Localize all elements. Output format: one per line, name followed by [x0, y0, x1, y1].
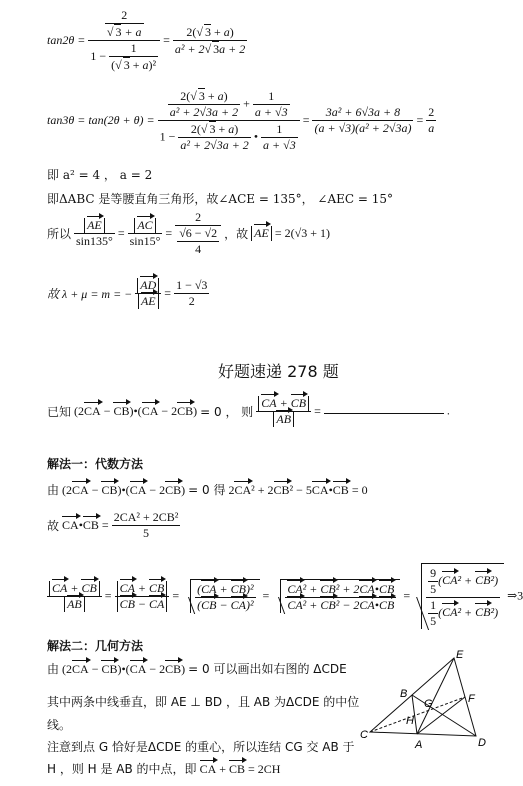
label-a: A — [415, 739, 423, 751]
tan2-equation: tan2θ = $\frac{2}{√ 3 + a}$ 1 − $\frac{1}{\text{(√ 3 + a)²}}$ = $\frac{2(√ 3 + a)}{\text{a² + 2√ 3a + 2}}$ — [47, 8, 246, 72]
label-g: G — [424, 698, 433, 710]
answer-blank[interactable] — [324, 413, 444, 414]
result-a-line: 即 a² = 4 ， a = 2 — [47, 168, 153, 182]
segment-cf — [370, 697, 465, 732]
method1-line1: 由 (2CA − CB)•(CA − 2CB) = 0 得 2CA² + 2CB² − 5CA•CB = 0 — [47, 483, 368, 497]
tan3-equation: tan3θ = tan(2θ + θ) = $\frac{2(√ 3 + a)}{\text{a² + 2√3a + 2}}$ + $\frac{1}{a + √3}$ 1 − $\frac{2(√ 3 + a)}{\text{a² + 2√3a + 2}}$ • $\frac{1}{a + √3}$ = $\frac{\text{3a² + 6√3a + 8}}{\text{(a + √3)(a² + 2√3a)}}$ = $\frac{2}{a}$ — [47, 88, 435, 152]
label-d: D — [478, 737, 486, 749]
triangle-line: 即ΔABC 是等腰直角三角形，故∠ACE = 135°， ∠AEC = 15° — [47, 192, 394, 206]
triangle-cde — [370, 658, 476, 736]
method2-line4: 注意到点 G 恰好是ΔCDE 的重心，所以连结 CG 交 AB 于 — [47, 740, 355, 754]
tan3-simplified: $\frac{\text{3a² + 6√3a + 8}}{\text{(a + √3)(a² + 2√3a)}}$ — [314, 105, 412, 135]
method2-line1: 由 (2CA − CB)•(CA − 2CB) = 0 可以画出如右图的 ΔCDE — [47, 662, 347, 676]
triangle-figure — [360, 650, 510, 750]
label-c: C — [360, 729, 368, 741]
method1-line2: 故 CA•CB = $\frac{\text{2CA² + 2CB²}}{5}$ — [47, 510, 179, 540]
method1-title: 解法一：代数方法 — [47, 457, 144, 471]
tan2-fraction-left: $\frac{2}{√ 3 + a}$ 1 − $\frac{1}{\text{(√ 3 + a)²}}$ — [88, 8, 160, 73]
method1-chain: $\frac{CA + CB}{AB}$ = $\frac{CA + CB}{CB - CA}$ = $\frac{\text{(CA + CB)²}}{\text{(CB − CA)²}}$ = $\frac{\text{CA² + CB² + 2CA•CB}}{\text{CA² + CB² − 2CA•CB}}$ = $\frac{9}{5}$ (CA² + CB²) $\frac{1}{5}$ (CA² + CB²) ⇒3 — [47, 563, 523, 629]
tan2-label: tan2θ = — [47, 33, 86, 47]
segment-ae — [417, 658, 454, 734]
tan2-fraction-right: $\frac{2(√ 3 + a)}{\text{a² + 2√ 3a + 2}}$ — [174, 25, 246, 56]
lambda-equation: 故 λ + μ = m = − $\frac{AD}{AE}$ = $\frac{1 - √3}{2}$ — [47, 278, 208, 308]
problem-statement: 已知 (2CA − CB)•(CA − 2CB) = 0 ， 则 $\frac{CA + CB}{AB}$ = . — [47, 396, 450, 426]
label-b: B — [400, 688, 408, 700]
tan3-big-fraction: $\frac{2(√ 3 + a)}{\text{a² + 2√3a + 2}}$ + $\frac{1}{a + √3}$ 1 − $\frac{2(√ 3 + a)}{\text{a² + 2√3a + 2}}$ • $\frac{1}{a + √3}$ — [158, 88, 300, 153]
problem-title: 好题速递 278 题 — [218, 362, 339, 381]
method2-line5: H ，则 H 是 AB 的中点，即 CA + CB = 2CH — [47, 762, 281, 776]
method2-title: 解法二：几何方法 — [47, 639, 144, 653]
label-h: H — [406, 715, 414, 727]
method2-line2: 其中两条中线垂直，即 AE ⊥ BD ，且 AB 为ΔCDE 的中位 — [47, 695, 360, 709]
ratio-equation: 所以 $\frac{AE}{\sin 135^\circ}$ = $\frac{AC}{\sin 15^\circ}$ = $\frac{2}{\frac{√6 - √2}{4}}$ ，故 AE = 2(√3 + 1) — [47, 210, 330, 256]
tan3-label: tan3θ = tan(2θ + θ) = — [47, 113, 155, 127]
label-f: F — [468, 693, 475, 705]
method2-line3: 线。 — [47, 718, 72, 732]
tan3-result: $\frac{2}{a}$ — [428, 105, 435, 135]
label-e: E — [456, 649, 464, 661]
